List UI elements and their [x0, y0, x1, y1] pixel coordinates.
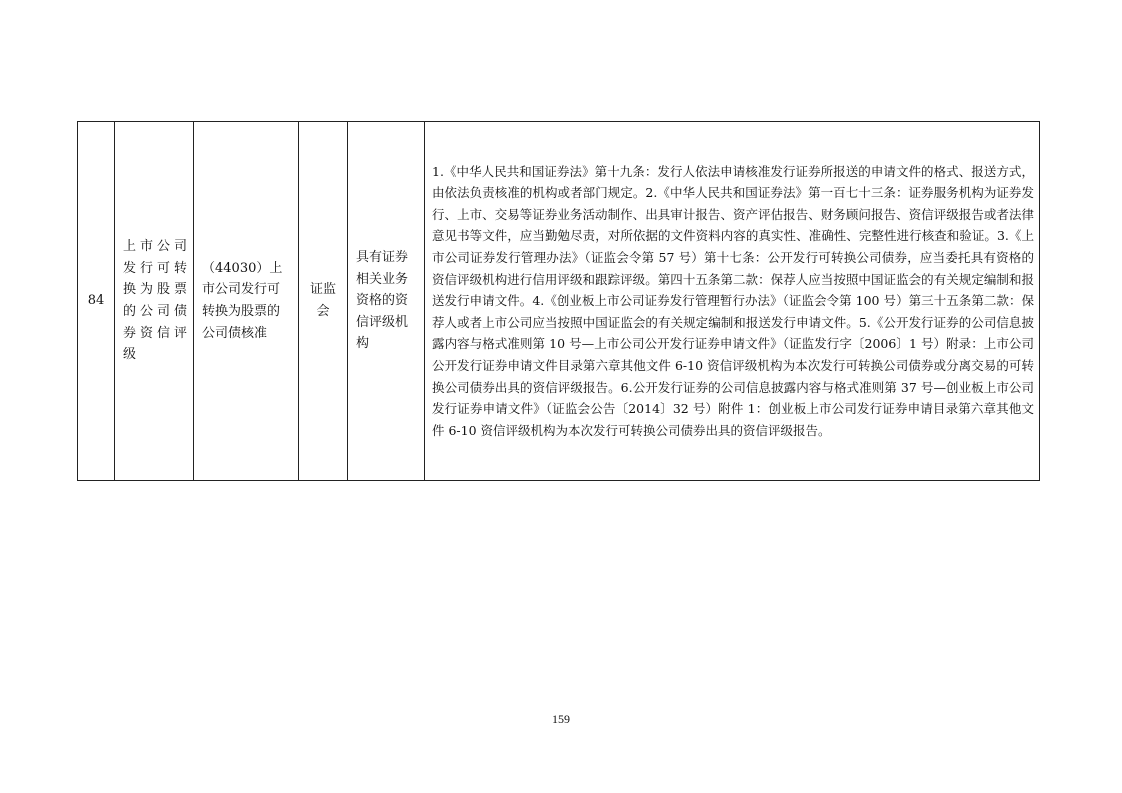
row-number-cell [78, 122, 115, 481]
legal-basis-cell [425, 122, 1040, 481]
row-number: 84 [87, 293, 105, 309]
authority: 证监会 [309, 282, 336, 319]
qualification-requirement: 具有证券相关业务资格的资信评级机构 [356, 250, 409, 352]
page-number: 159 [552, 712, 570, 726]
legal-basis-text: 1.《中华人民共和国证券法》第十九条：发行人依法申请核准发行证券所报送的申请文件的格式、报送方式，由依法负责核准的机构或者部门规定。2.《中华人民共和国证券法》第一百七十三条：证券服务机构为证券发行、上市、交易等证券业务活动制作、出具审计报告、资产评估报告、财务顾问报告、资信评级报告或者法律意见书等文件，应当勤勉尽责，对所依据的文件资料内容的真实性、准确性、完整性进行核查和验证。3.《上市公司证券发行管理办法》（证监会令第 57 号）第十七条：公开发行可转换公司债券，应当委托具有资格的资信评级机构进行信用评级和跟踪评级。第四十五条第二款：保荐人应当按照中国证监会的有关规定编制和报送发行申请文件。4.《创业板上市公司证券发行管理暂行办法》（证监会令第 100 号）第三十五条第二款：保荐人或者上市公司应当按照中国证监会的有关规定编制和报送发行申请文件。5.《公开发行证券的公司信息披露内容与格式准则第 10 号—上市公司公开发行证券申请文件》（证监发行字〔2006〕1 号）附录：上市公司公开发行证券申请文件目录第六章其他文件 6-10 资信评级机构为本次发行可转换公司债券或分离交易的可转换公司债券出具的资信评级报告。6.公开发行证券的公司信息披露内容与格式准则第 37 号—创业板上市公司发行证券申请文件》（证监会公告〔2014〕32 号）附件 1：创业板上市公司发行证券申请目录第六章其他文件 6-10 资信评级机构为本次发行可转换公司债券出具的资信评级报告。 [432, 163, 1034, 438]
approval-item: （44030）上市公司发行可转换为股票的公司债核准 [202, 260, 283, 341]
document-table [77, 121, 1040, 481]
table-row [78, 122, 1040, 481]
item-code-cell [194, 122, 299, 481]
authority-cell [299, 122, 348, 481]
requirement-cell [348, 122, 425, 481]
item-name-cell [115, 122, 194, 481]
item-name: 上市公司发行可转换为股票的公司债券资信评级 [123, 239, 187, 363]
